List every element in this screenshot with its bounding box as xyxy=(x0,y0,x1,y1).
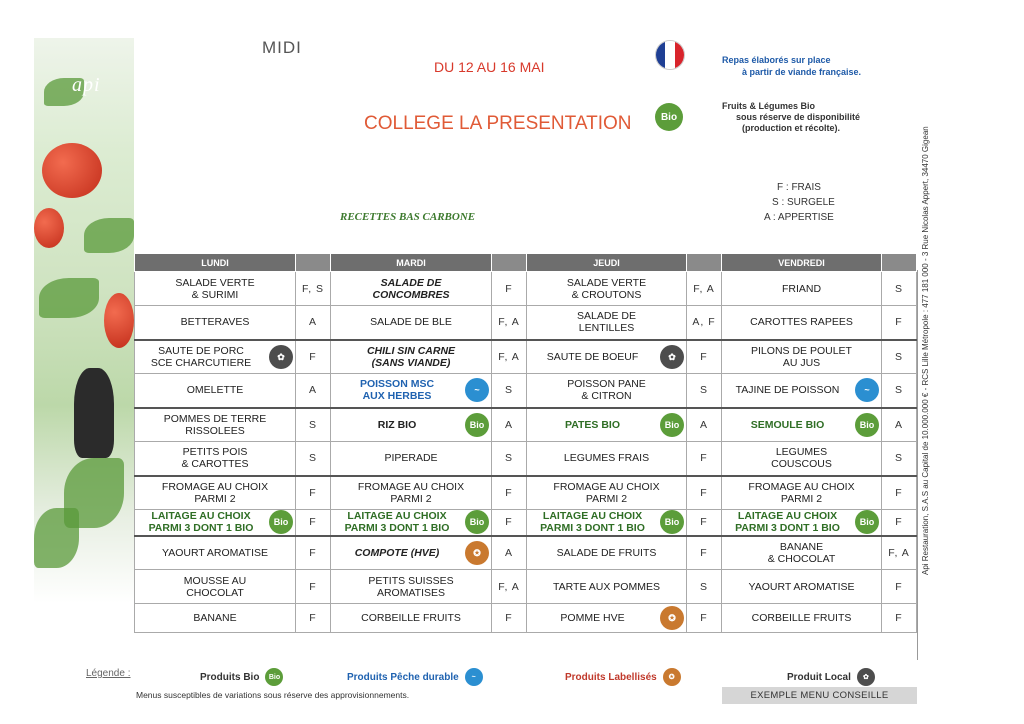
dish xyxy=(724,612,879,624)
dish-name: SALADE DE LENTILLES xyxy=(577,310,636,335)
dish-name: CHILI SIN CARNE (SANS VIANDE) xyxy=(366,344,456,369)
storage-code: F, S xyxy=(296,272,331,306)
menu-table xyxy=(134,253,917,633)
legend-label-items xyxy=(565,668,681,686)
legend-label xyxy=(86,668,131,679)
origin-note xyxy=(722,54,861,78)
storage-code: S xyxy=(296,442,331,476)
date-range: DU 12 AU 16 MAI xyxy=(434,59,545,75)
storage-code: F, A xyxy=(492,570,527,604)
legend-local xyxy=(787,668,875,686)
dish xyxy=(529,510,684,534)
storage-code: F xyxy=(882,510,917,536)
dish xyxy=(724,316,879,328)
menu-row xyxy=(135,536,917,570)
storage-code: F xyxy=(492,476,527,510)
menu-row xyxy=(135,604,917,633)
dish xyxy=(529,277,684,301)
storage-code: F xyxy=(687,340,722,374)
dish-cell xyxy=(527,536,687,570)
legend-title: Légende : xyxy=(86,668,131,679)
dish xyxy=(724,345,879,369)
dish-name: POMMES DE TERRE RISSOLEES xyxy=(163,412,267,437)
dish-name: POMME HVE xyxy=(560,612,625,624)
dish-cell xyxy=(331,536,492,570)
tomato-shape xyxy=(42,143,102,198)
dish-cell xyxy=(331,570,492,604)
menu-row xyxy=(135,570,917,604)
dish-cell xyxy=(135,510,296,536)
menu-row xyxy=(135,510,917,536)
storage-code: F, A xyxy=(687,272,722,306)
legend-peche-label: Produits Pêche durable xyxy=(347,671,459,683)
storage-code: A xyxy=(296,374,331,408)
bio-icon: Bio xyxy=(855,510,879,534)
dish xyxy=(137,547,293,559)
local-icon: ✿ xyxy=(660,345,684,369)
dish xyxy=(137,277,293,301)
storage-code: F xyxy=(687,604,722,633)
dish xyxy=(137,345,293,369)
dish xyxy=(529,581,684,593)
dish xyxy=(724,510,879,534)
dish xyxy=(529,606,684,630)
day-header: JEUDI xyxy=(527,254,687,272)
storage-code: S xyxy=(687,570,722,604)
dish-cell xyxy=(722,536,882,570)
dish xyxy=(333,345,489,369)
storage-code: A xyxy=(296,306,331,340)
dish-name: YAOURT AROMATISE xyxy=(162,546,268,559)
storage-code: S xyxy=(882,442,917,476)
leaf-shape xyxy=(84,218,134,253)
fish-icon: ~ xyxy=(855,378,879,402)
example-menu-label: EXEMPLE MENU CONSEILLE xyxy=(722,687,917,704)
dish xyxy=(529,481,684,505)
dish xyxy=(137,384,293,396)
dish-name: LEGUMES COUSCOUS xyxy=(771,446,832,471)
dish-name: SALADE VERTE & SURIMI xyxy=(175,276,255,301)
dish-name: SALADE DE CONCOMBRES xyxy=(372,276,450,301)
storage-code: F xyxy=(687,536,722,570)
dish xyxy=(333,510,489,534)
storage-code: F xyxy=(882,476,917,510)
day-header: MARDI xyxy=(331,254,492,272)
storage-code: F xyxy=(882,306,917,340)
storage-code: A xyxy=(687,408,722,442)
dish xyxy=(333,575,489,599)
dish-cell xyxy=(331,476,492,510)
dish-cell xyxy=(331,408,492,442)
dish-name: BETTERAVES xyxy=(180,316,250,329)
dish-name: CORBEILLE FRUITS xyxy=(751,612,852,624)
dish-cell xyxy=(722,604,882,633)
dish-cell xyxy=(527,442,687,476)
dish-cell xyxy=(135,442,296,476)
bio-icon: Bio xyxy=(465,510,489,534)
dish-name: POISSON MSC AUX HERBES xyxy=(359,378,435,403)
footer-note: Menus susceptibles de variations sous réserve des approvisionnements. xyxy=(136,690,410,700)
bio-icon: Bio xyxy=(660,510,684,534)
bio-icon: Bio xyxy=(655,103,683,131)
dish xyxy=(137,612,293,624)
dish-name: FRIAND xyxy=(781,282,822,295)
dish xyxy=(137,446,293,470)
dish-name: OMELETTE xyxy=(186,384,244,397)
dish-name: SEMOULE BIO xyxy=(750,418,825,431)
figure-shape xyxy=(74,368,114,458)
dish-cell xyxy=(527,374,687,408)
dish-cell xyxy=(722,570,882,604)
bio-icon: Bio xyxy=(660,413,684,437)
dish-cell xyxy=(135,272,296,306)
storage-code: S xyxy=(882,340,917,374)
dish-cell xyxy=(331,604,492,633)
dish-name: MOUSSE AU CHOCOLAT xyxy=(183,574,247,599)
dish-name: PETITS SUISSES AROMATISES xyxy=(368,574,454,599)
dish-cell xyxy=(135,570,296,604)
bio-icon: Bio xyxy=(265,668,283,686)
dish-name: PILONS DE POULET AU JUS xyxy=(751,344,852,369)
storage-code: A xyxy=(492,408,527,442)
dish-cell xyxy=(135,374,296,408)
legend-local-label: Produit Local xyxy=(787,671,851,683)
dish-cell xyxy=(527,272,687,306)
dish xyxy=(724,446,879,470)
vegetables-photo xyxy=(34,38,134,603)
storage-code: S xyxy=(296,408,331,442)
label-rosette-icon: ✪ xyxy=(663,668,681,686)
storage-code: S xyxy=(882,374,917,408)
dish xyxy=(333,277,489,301)
company-info: Api Restauration, S.A.S au Capital de 10.000.000 € - RCS Lille Métropole : 477 181 000 - 3 Rue Nicolas Appert, 34470 Gigean xyxy=(921,126,930,575)
dish-name: FROMAGE AU CHOIX PARMI 2 xyxy=(748,480,855,505)
french-flag-icon xyxy=(655,40,685,70)
dish-name: LAITAGE AU CHOIX PARMI 3 DONT 1 BIO xyxy=(344,510,450,535)
dish-cell xyxy=(135,604,296,633)
storage-code: F xyxy=(296,476,331,510)
legend-bio-label: Produits Bio xyxy=(200,671,260,683)
local-icon: ✿ xyxy=(857,668,875,686)
dish xyxy=(137,575,293,599)
storage-code: F xyxy=(296,570,331,604)
dish xyxy=(724,541,879,565)
menu-row xyxy=(135,476,917,510)
fish-icon: ~ xyxy=(465,668,483,686)
dish-cell xyxy=(527,604,687,633)
dish xyxy=(137,413,293,437)
dish-cell xyxy=(722,476,882,510)
code-header xyxy=(492,254,527,272)
dish-cell xyxy=(527,510,687,536)
dish-cell xyxy=(722,374,882,408)
storage-code: F xyxy=(687,442,722,476)
storage-code: S xyxy=(492,374,527,408)
dish-name: SALADE DE FRUITS xyxy=(556,546,657,559)
dish-cell xyxy=(135,476,296,510)
abbr-appertise: A : APPERTISE xyxy=(764,212,834,223)
storage-code: A xyxy=(492,536,527,570)
tomato-shape xyxy=(34,208,64,248)
dish-name: BANANE xyxy=(193,612,237,624)
dish xyxy=(333,378,489,402)
dish xyxy=(724,378,879,402)
dish xyxy=(137,316,293,328)
dish-name: FROMAGE AU CHOIX PARMI 2 xyxy=(357,480,465,505)
day-header: LUNDI xyxy=(135,254,296,272)
api-logo: api xyxy=(72,74,101,96)
leaf-shape xyxy=(34,508,79,568)
storage-code: F, A xyxy=(882,536,917,570)
menu-row xyxy=(135,272,917,306)
legend-peche xyxy=(347,668,483,686)
dish xyxy=(529,310,684,334)
dish-cell xyxy=(135,340,296,374)
dish-name: BANANE & CHOCOLAT xyxy=(767,540,836,565)
local-icon: ✿ xyxy=(269,345,293,369)
dish-cell xyxy=(527,476,687,510)
menu-row xyxy=(135,374,917,408)
storage-code: S xyxy=(882,272,917,306)
origin-line: Repas élaborés sur place xyxy=(722,55,831,65)
storage-code: F xyxy=(296,536,331,570)
leaf-shape xyxy=(39,278,99,318)
dish-cell xyxy=(331,510,492,536)
dish xyxy=(529,413,684,437)
fish-icon: ~ xyxy=(465,378,489,402)
abbr-frais: F : FRAIS xyxy=(777,182,821,193)
code-header xyxy=(687,254,722,272)
abbreviations xyxy=(764,180,835,225)
legend-labellises-label: Produits Labellisés xyxy=(565,671,657,683)
abbr-surgele: S : SURGELE xyxy=(772,197,835,208)
storage-code: F xyxy=(687,510,722,536)
dish-cell xyxy=(527,306,687,340)
menu-row xyxy=(135,306,917,340)
dish-name: SAUTE DE PORC SCE CHARCUTIERE xyxy=(150,344,252,369)
bio-note xyxy=(722,101,860,134)
dish xyxy=(529,547,684,559)
bio-icon: Bio xyxy=(855,413,879,437)
dish-cell xyxy=(527,570,687,604)
legend-bio xyxy=(200,668,283,686)
dish-name: SALADE VERTE & CROUTONS xyxy=(566,276,647,301)
dish-cell xyxy=(135,408,296,442)
dish-cell xyxy=(527,340,687,374)
service-title: MIDI xyxy=(262,38,302,57)
dish-cell xyxy=(331,340,492,374)
dish-name: LAITAGE AU CHOIX PARMI 3 DONT 1 BIO xyxy=(735,510,840,535)
storage-code: F xyxy=(687,476,722,510)
dish-name: CAROTTES RAPEES xyxy=(750,316,853,329)
dish-name: PATES BIO xyxy=(564,418,621,431)
dish xyxy=(333,452,489,464)
dish-name: PETITS POIS & CAROTTES xyxy=(181,446,249,471)
dish xyxy=(333,612,489,624)
bio-note-line: (production et récolte). xyxy=(742,123,841,133)
storage-code: A xyxy=(882,408,917,442)
storage-code: F xyxy=(492,272,527,306)
storage-code: F xyxy=(296,340,331,374)
dish-cell xyxy=(331,306,492,340)
dish xyxy=(137,481,293,505)
dish-cell xyxy=(135,536,296,570)
dish xyxy=(333,316,489,328)
dish-name: PIPERADE xyxy=(384,452,438,465)
storage-code: F xyxy=(492,604,527,633)
bas-carbone-label: RECETTES BAS CARBONE xyxy=(340,211,476,223)
dish-name: LAITAGE AU CHOIX PARMI 3 DONT 1 BIO xyxy=(540,510,645,535)
dish-cell xyxy=(331,374,492,408)
storage-code: F xyxy=(492,510,527,536)
dish-name: CORBEILLE FRUITS xyxy=(361,612,461,624)
day-header: VENDREDI xyxy=(722,254,882,272)
dish xyxy=(333,541,489,565)
dish-cell xyxy=(722,306,882,340)
storage-code: S xyxy=(492,442,527,476)
bio-icon: Bio xyxy=(465,413,489,437)
dish xyxy=(529,452,684,464)
dish-name: LAITAGE AU CHOIX PARMI 3 DONT 1 BIO xyxy=(148,510,254,535)
dish-name: TARTE AUX POMMES xyxy=(553,580,660,593)
dish xyxy=(724,581,879,593)
bio-note-line: Fruits & Légumes Bio xyxy=(722,101,816,111)
dish xyxy=(724,481,879,505)
dish-cell xyxy=(722,442,882,476)
dish xyxy=(724,413,879,437)
dish xyxy=(137,510,293,534)
dish xyxy=(333,413,489,437)
dish-name: COMPOTE (HVE) xyxy=(354,546,440,559)
dish-cell xyxy=(135,306,296,340)
dish xyxy=(724,283,879,295)
storage-code: F xyxy=(882,570,917,604)
storage-code: F xyxy=(882,604,917,633)
label-rosette-icon: ✪ xyxy=(660,606,684,630)
code-header xyxy=(296,254,331,272)
dish-name: TAJINE DE POISSON xyxy=(735,384,840,397)
day-header-row xyxy=(135,254,917,272)
school-name: COLLEGE LA PRESENTATION xyxy=(364,113,632,134)
tomato-shape xyxy=(104,293,134,348)
menu-row xyxy=(135,442,917,476)
dish xyxy=(333,481,489,505)
dish-cell xyxy=(331,272,492,306)
menu-row xyxy=(135,340,917,374)
dish xyxy=(529,345,684,369)
bio-note-line: sous réserve de disponibilité xyxy=(736,112,861,122)
dish-name: RIZ BIO xyxy=(377,418,417,431)
label-rosette-icon: ✪ xyxy=(465,541,489,565)
code-header xyxy=(882,254,917,272)
dish-cell xyxy=(331,442,492,476)
storage-code: F, A xyxy=(492,340,527,374)
dish-cell xyxy=(722,510,882,536)
dish-name: SAUTE DE BOEUF xyxy=(546,350,639,363)
storage-code: F xyxy=(296,510,331,536)
bio-icon: Bio xyxy=(269,510,293,534)
dish-name: FROMAGE AU CHOIX PARMI 2 xyxy=(161,480,269,505)
storage-code: A, F xyxy=(687,306,722,340)
dish-cell xyxy=(722,408,882,442)
dish-name: SALADE DE BLE xyxy=(370,316,452,329)
dish-cell xyxy=(722,340,882,374)
dish-name: FROMAGE AU CHOIX PARMI 2 xyxy=(553,480,660,505)
storage-code: F xyxy=(296,604,331,633)
dish-name: LEGUMES FRAIS xyxy=(563,452,650,465)
dish-name: YAOURT AROMATISE xyxy=(748,580,855,593)
dish xyxy=(529,378,684,402)
storage-code: S xyxy=(687,374,722,408)
origin-line: à partir de viande française. xyxy=(742,67,862,77)
dish-cell xyxy=(722,272,882,306)
dish-name: POISSON PANE & CITRON xyxy=(567,378,646,403)
storage-code: F, A xyxy=(492,306,527,340)
menu-row xyxy=(135,408,917,442)
dish-cell xyxy=(527,408,687,442)
